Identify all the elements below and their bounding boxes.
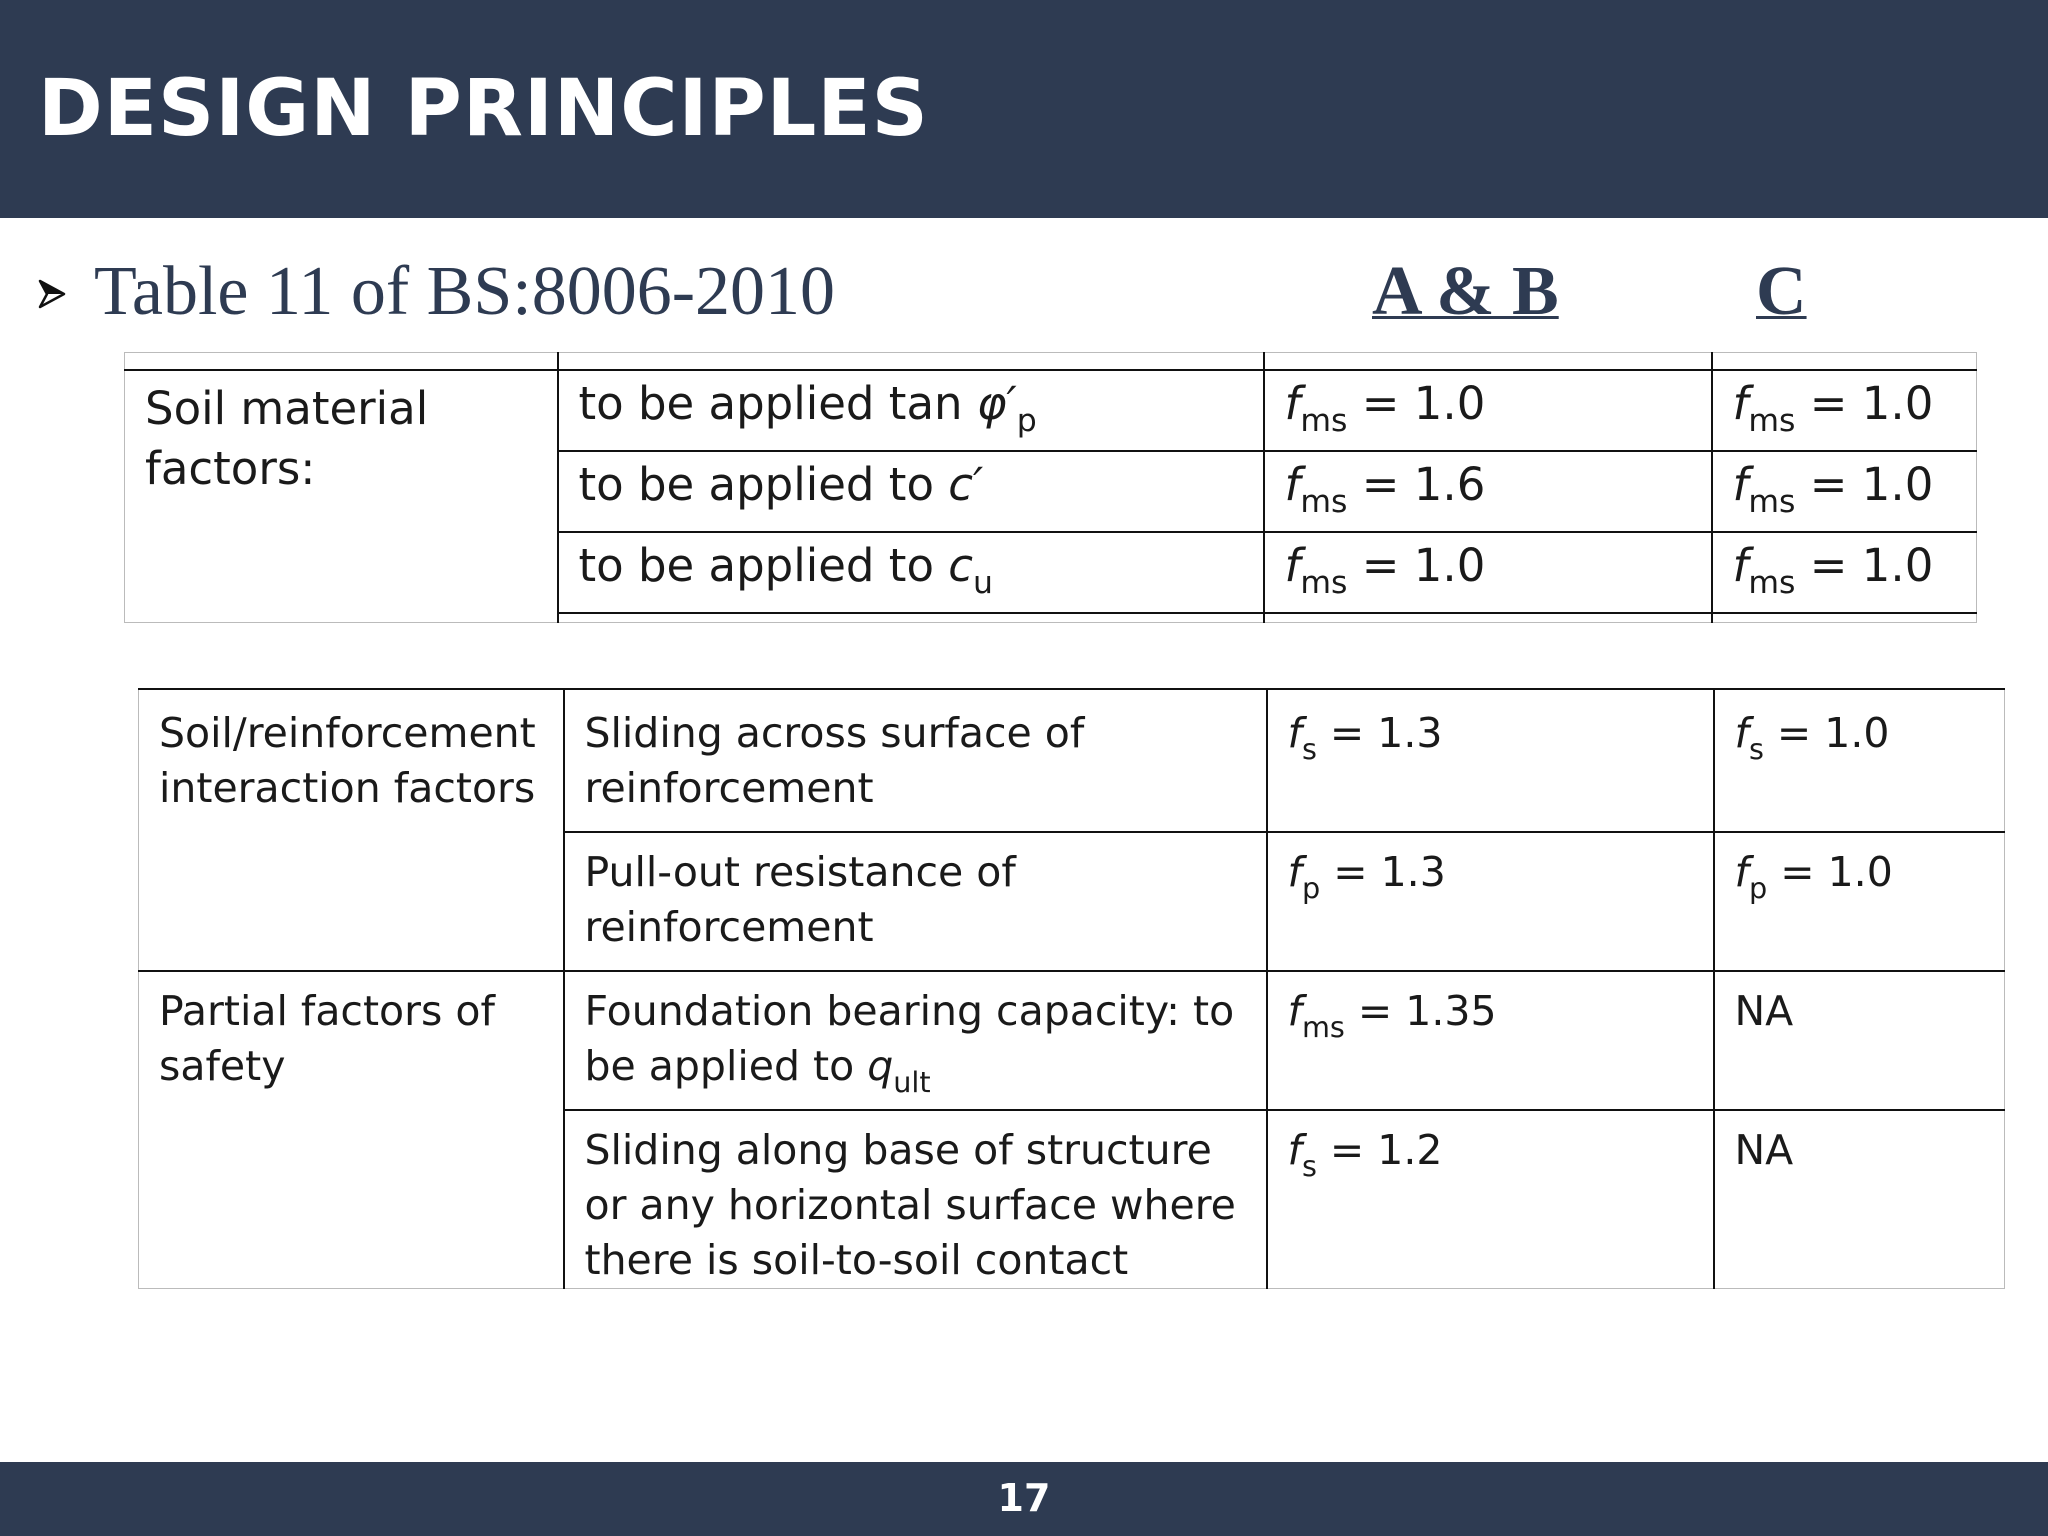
group-label: Soil material factors: [125,370,558,613]
table-row [139,971,2005,1110]
factor-description: Pull-out resistance of reinforcement [564,832,1267,971]
factor-description: Foundation bearing capacity: to be applied to $q_{ult}$ [564,971,1267,1110]
factor-description: to be applied to $c_u$ [558,532,1264,613]
factor-value-c: NA [1714,971,2005,1110]
factor-value-c: NA [1714,1110,2005,1289]
factor-value-a-b: $f_s = 1.3$ [1267,694,1714,832]
footer-bar [0,1462,2048,1536]
factor-value-c: $f_{ms} = 1.0$ [1712,370,1977,451]
table-reference: Table 11 of BS:8006-2010 [94,253,836,330]
factor-value-a-b: $f_{ms} = 1.0$ [1264,532,1712,613]
table-row [125,370,1977,451]
factor-description: to be applied $\tan \varphi'_p$ [558,370,1264,451]
column-heading-a-b: A & B [1372,253,1559,330]
factor-value-c: $f_{ms} = 1.0$ [1712,532,1977,613]
factor-value-c: $f_{ms} = 1.0$ [1712,451,1977,532]
interaction-and-safety-factors-table [138,688,2005,1289]
factor-description: to be applied to c′ [558,451,1264,532]
page-number: 17 [997,1476,1051,1520]
factor-value-a-b: $f_{ms} = 1.6$ [1264,451,1712,532]
factor-value-c: $f_p = 1.0$ [1714,832,2005,971]
table-bottom-gap [125,613,1977,623]
soil-material-factors-table [124,352,1977,623]
group-label: Soil/reinforcement interaction factors [139,694,564,971]
factor-value-a-b: $f_{ms} = 1.35$ [1267,971,1714,1110]
factor-value-a-b: $f_{ms} = 1.0$ [1264,370,1712,451]
factor-value-c: $f_s = 1.0$ [1714,694,2005,832]
factor-description: Sliding along base of structure or any horizontal surface where there is soil-to-soil contact [564,1110,1267,1289]
group-label: Partial factors of safety [139,971,564,1289]
table-row [139,694,2005,832]
factor-value-a-b: $f_p = 1.3$ [1267,832,1714,971]
factor-description: Sliding across surface of reinforcement [564,694,1267,832]
factor-value-a-b: $f_s = 1.2$ [1267,1110,1714,1289]
table-reference-row [38,252,1998,332]
table-top-gap [125,353,1977,371]
column-heading-c: C [1756,253,1807,330]
page-title: DESIGN PRINCIPLES [38,64,929,154]
arrowhead-bullet-icon [38,278,66,310]
title-bar [0,0,2048,218]
